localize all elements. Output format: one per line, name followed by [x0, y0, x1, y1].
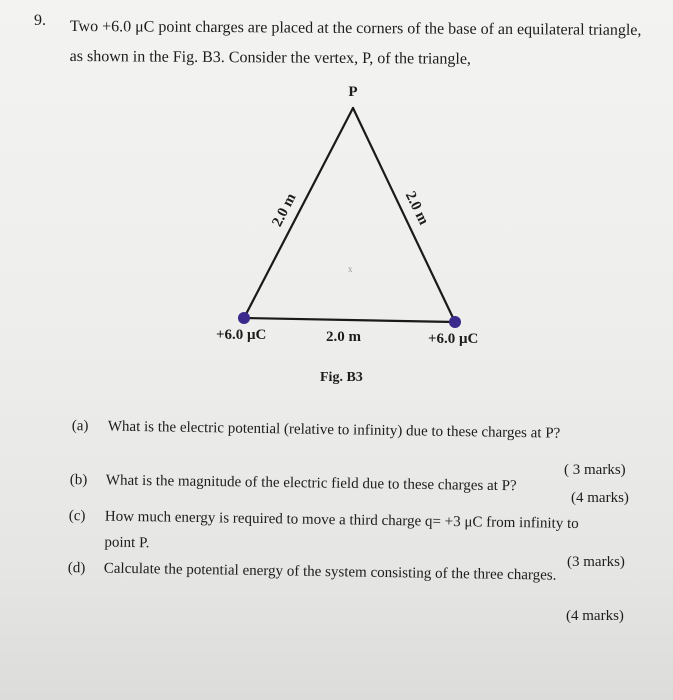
part-marks: (3 marks)	[567, 554, 625, 570]
figure-caption: Fig. B3	[320, 370, 363, 385]
triangle-base	[244, 318, 455, 322]
left-charge-dot	[238, 312, 250, 324]
vertex-label: P	[348, 84, 358, 100]
right-side-label: 2.0 m	[401, 189, 432, 228]
part-text: Calculate the potential energy of the system consisting of the three charges.	[103, 560, 557, 584]
part-text: How much energy is required to move a third charge q= +3 μC from infinity to	[104, 508, 579, 533]
part-label: (c)	[68, 507, 86, 525]
left-side-label: 2.0 m	[269, 190, 300, 230]
part-label: (a)	[71, 417, 89, 435]
triangle-right-side	[353, 108, 455, 322]
base-label: 2.0 m	[326, 329, 361, 345]
part-marks: (4 marks)	[566, 608, 624, 624]
part-marks: ( 3 marks)	[564, 462, 626, 478]
part-text: What is the electric potential (relative to infinity) due to these charges at P?	[107, 418, 561, 442]
part-label: (d)	[67, 559, 86, 577]
center-mark: x	[348, 264, 353, 274]
question-number: 9.	[34, 12, 46, 29]
right-charge-label: +6.0 μC	[428, 331, 479, 347]
part-label: (b)	[69, 471, 88, 489]
part-marks: (4 marks)	[571, 490, 629, 506]
left-charge-label: +6.0 μC	[216, 327, 267, 343]
part-text: What is the magnitude of the electric field due to these charges at P?	[105, 472, 517, 495]
stem-line: as shown in the Fig. B3. Consider the vertex, P, of the triangle,	[69, 47, 472, 68]
part-text: point P.	[104, 534, 150, 552]
right-charge-dot	[449, 316, 461, 328]
triangle-left-side	[244, 108, 353, 318]
stem-line: Two +6.0 μC point charges are placed at the corners of the base of an equilateral triangle,	[69, 17, 642, 39]
